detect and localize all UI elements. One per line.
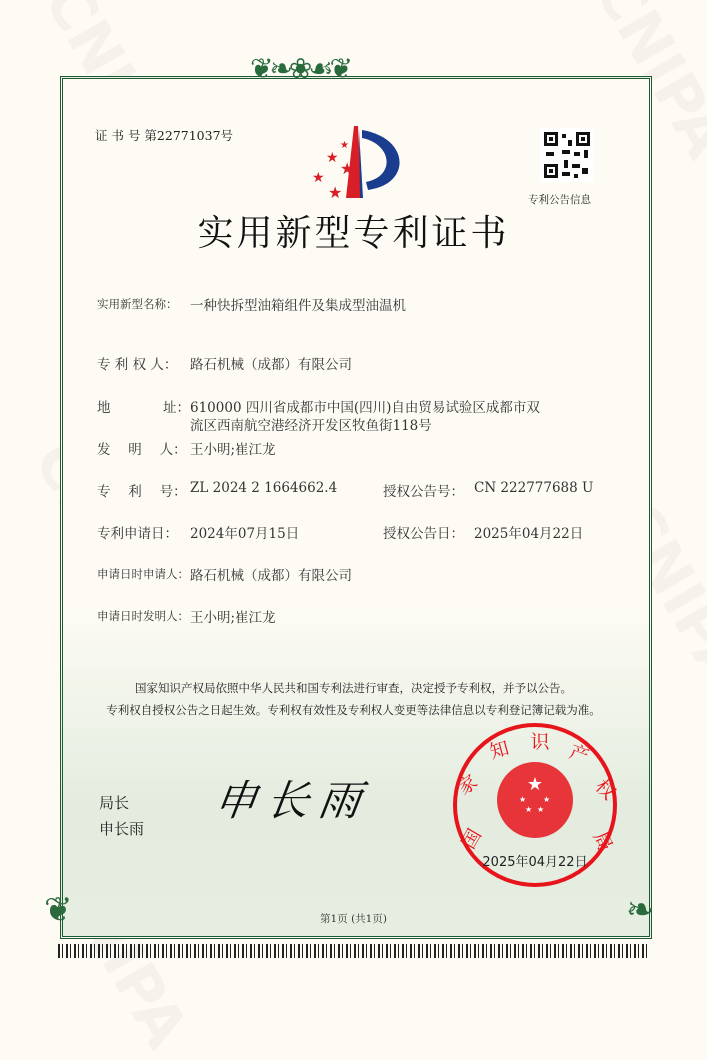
barcode bbox=[58, 944, 650, 958]
filing-date-label: 专利申请日： bbox=[97, 526, 178, 542]
svg-text:知: 知 bbox=[487, 737, 512, 764]
svg-text:家: 家 bbox=[453, 770, 482, 800]
name-label: 实用新型名称： bbox=[97, 297, 178, 311]
svg-text:★: ★ bbox=[340, 140, 349, 151]
notice-line-1: 国家知识产权局依照中华人民共和国专利法进行审查，决定授予专利权，并予以公告。 bbox=[135, 681, 572, 695]
svg-text:★: ★ bbox=[519, 795, 527, 804]
notice-line-2: 专利权自授权公告之日起生效。专利权有效性及专利权人变更等法律信息以专利登记簿记载为准。 bbox=[106, 703, 601, 717]
address-line-1: 610000 四川省成都市中国(四川)自由贸易试验区成都市双 bbox=[190, 400, 540, 416]
inventor-at-filing-label: 申请日时发明人： bbox=[97, 609, 189, 623]
address-label-colon: 址： bbox=[163, 400, 190, 416]
svg-text:产: 产 bbox=[566, 740, 592, 768]
address-line-2: 流区西南航空港经济开发区牧鱼街118号 bbox=[190, 418, 432, 434]
publication-date-value: 2025年04月22日 bbox=[474, 526, 584, 542]
qr-code[interactable] bbox=[540, 128, 594, 182]
svg-text:★: ★ bbox=[340, 159, 355, 178]
svg-text:国: 国 bbox=[457, 825, 487, 853]
inventor-value: 王小明;崔江龙 bbox=[190, 442, 276, 458]
applicant-at-filing-label: 申请日时申请人： bbox=[97, 567, 189, 581]
filing-date-value: 2024年07月15日 bbox=[190, 526, 300, 542]
signer-name: 申长雨 bbox=[99, 820, 145, 838]
holder-label: 专 利 权 人： bbox=[97, 357, 178, 373]
svg-text:★: ★ bbox=[543, 795, 551, 804]
patent-number-value: ZL 2024 2 1664662.4 bbox=[190, 480, 338, 496]
certificate-number: 证 书 号 第22771037号 bbox=[95, 128, 234, 143]
svg-text:★: ★ bbox=[526, 774, 544, 795]
name-value: 一种快拆型油箱组件及集成型油温机 bbox=[190, 298, 406, 314]
inventor-label: 发 明 人： bbox=[97, 442, 187, 458]
qr-caption: 专利公告信息 bbox=[528, 194, 591, 206]
inventor-at-filing-value: 王小明;崔江龙 bbox=[190, 610, 276, 626]
signer-title: 局长 bbox=[99, 794, 130, 812]
svg-text:★: ★ bbox=[525, 805, 533, 814]
svg-text:识: 识 bbox=[530, 731, 550, 753]
address-label: 地 bbox=[97, 400, 111, 416]
svg-text:局: 局 bbox=[588, 828, 617, 855]
seal-date: 2025年04月22日 bbox=[482, 855, 588, 870]
cnipa-logo bbox=[300, 124, 410, 200]
official-seal bbox=[445, 720, 625, 890]
publication-number-label: 授权公告号： bbox=[383, 484, 464, 500]
holder-value: 路石机械（成都）有限公司 bbox=[190, 357, 352, 373]
patent-number-label: 专 利 号： bbox=[97, 484, 187, 500]
publication-date-label: 授权公告日： bbox=[383, 526, 464, 542]
corner-ornament-icon: ❧ bbox=[626, 890, 655, 930]
svg-text:★: ★ bbox=[312, 170, 325, 186]
svg-text:★: ★ bbox=[328, 183, 343, 200]
signature: 申长雨 bbox=[211, 776, 375, 825]
svg-text:★: ★ bbox=[326, 150, 339, 166]
svg-text:★: ★ bbox=[537, 805, 545, 814]
page-title: 实用新型专利证书 bbox=[197, 213, 510, 254]
applicant-at-filing-value: 路石机械（成都）有限公司 bbox=[190, 568, 352, 584]
top-ornament-icon: ❦❧❀☙❦ bbox=[250, 52, 349, 85]
page-info: 第1页 (共1页) bbox=[320, 913, 387, 925]
corner-ornament-icon: ❦ bbox=[44, 890, 73, 930]
svg-text:权: 权 bbox=[590, 775, 620, 805]
publication-number-value: CN 222777688 U bbox=[474, 480, 594, 496]
